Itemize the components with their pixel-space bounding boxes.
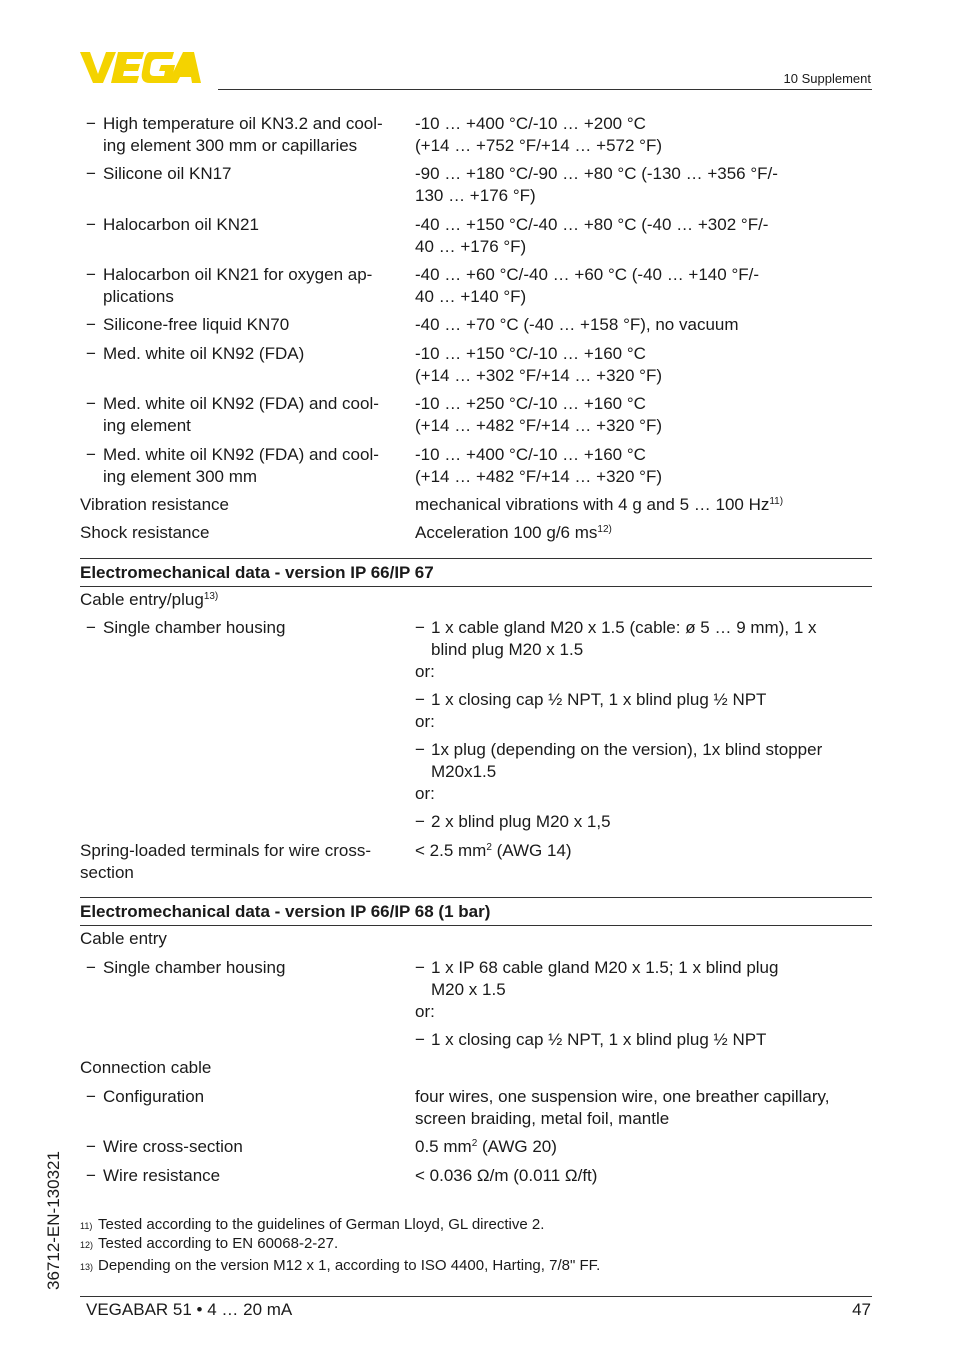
- section-title: Electromechanical data - version IP 66/IP 68 (1 bar): [80, 902, 491, 921]
- chapter-label: 10 Supplement: [783, 71, 871, 86]
- product-name: VEGABAR 51 • 4 … 20 mA: [86, 1300, 293, 1319]
- section-rule: [80, 925, 872, 926]
- footnote: 11) Tested according to the guidelines of German Lloyd, GL directive 2.: [80, 1216, 545, 1233]
- header-rule: [218, 89, 872, 90]
- section-title: Electromechanical data - version IP 66/IP 67: [80, 563, 434, 582]
- section-rule: [80, 897, 872, 898]
- vega-logo: [80, 50, 212, 84]
- footer-rule: [80, 1296, 872, 1297]
- section-rule: [80, 558, 872, 559]
- section-rule: [80, 586, 872, 587]
- footnote: 13) Depending on the version M12 x 1, according to ISO 4400, Harting, 7/8" FF.: [80, 1257, 601, 1274]
- page-number: 47: [852, 1300, 871, 1319]
- document-id: 36712-EN-130321: [44, 1151, 63, 1290]
- footnote: 12) Tested according to EN 60068-2-27.: [80, 1235, 339, 1252]
